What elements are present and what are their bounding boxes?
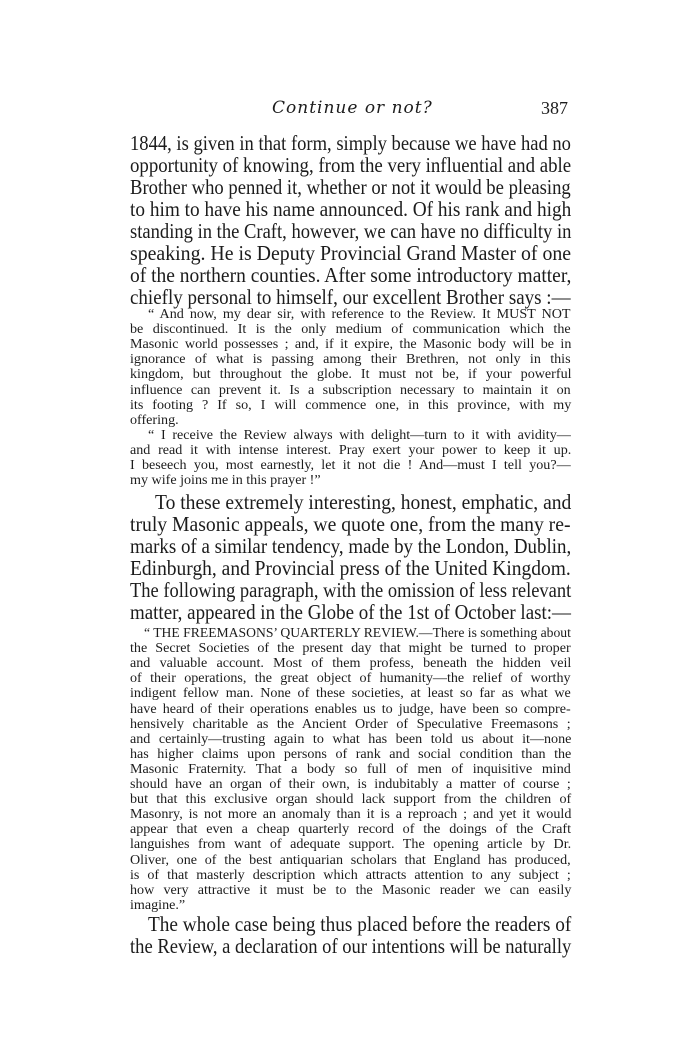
text-line: matter, appeared in the Globe of the 1st of October last:— bbox=[130, 602, 571, 624]
text-line: and valuable account. Most of them profess, beneath the hidden veil bbox=[130, 655, 572, 672]
text-line: and certainly—trusting again to what has been told us about it—none bbox=[130, 730, 572, 747]
text-line: 1844, is given in that form, simply because we have had no bbox=[130, 133, 571, 155]
text-line: “ And now, my dear sir, with reference to the Review. It MUST NOT bbox=[148, 306, 571, 322]
text-line: have heard of their operations enables us to judge, have been so compre- bbox=[130, 700, 571, 717]
text-line: be discontinued. It is the only medium of communication which the bbox=[130, 321, 571, 338]
text-line: offering. bbox=[130, 411, 179, 428]
text-line: its footing ? If so, I will commence one, in this province, with my bbox=[130, 396, 572, 413]
text-line: is of that masterly description which attracts attention to any subject ; bbox=[130, 866, 571, 883]
text-line: opportunity of knowing, from the very influential and able bbox=[130, 155, 572, 177]
text-line: Brother who penned it, whether or not it would be pleasing bbox=[130, 177, 571, 199]
text-line: “ THE FREEMASONS’ QUARTERLY REVIEW.—There is something about bbox=[144, 625, 571, 641]
text-line: has higher claims upon persons of rank and social condition than the bbox=[130, 745, 572, 762]
text-line: how very attractive it must be to the Masonic reader we can easily bbox=[130, 881, 572, 898]
text-line: appear that even a cheap quarterly record of the doings of the Craft bbox=[130, 821, 572, 838]
text-line: ignorance of what is passing among their Brethren, not only in this bbox=[130, 351, 571, 368]
text-line: marks of a similar tendency, made by the London, Dublin, bbox=[130, 536, 572, 558]
text-line: imagine.” bbox=[130, 896, 186, 913]
text-line: should have an organ of their own, is indubitably a matter of course ; bbox=[130, 776, 571, 792]
text-line: I beseech you, most earnestly, let it not die ! And—must I tell you?— bbox=[130, 457, 571, 473]
text-line: of their operations, the great object of humanity—the relief of worthy bbox=[130, 670, 571, 687]
text-line: indigent fellow man. None of these societies, at least so far as what we bbox=[130, 685, 571, 702]
page-header bbox=[0, 98, 678, 122]
text-line: Oliver, one of the best antiquarian scholars that England has produced, bbox=[130, 851, 571, 868]
text-line: To these extremely interesting, honest, emphatic, and bbox=[155, 492, 572, 514]
text-line: truly Masonic appeals, we quote one, from the many re- bbox=[130, 514, 571, 536]
text-line: but that this exclusive organ should lack support from the children of bbox=[130, 791, 572, 808]
text-line: the Review, a declaration of our intentions will be naturally bbox=[130, 936, 572, 958]
running-title: Continue or not? bbox=[272, 98, 433, 118]
text-line: The whole case being thus placed before the readers of bbox=[148, 914, 572, 936]
text-line: to him to have his name announced. Of his rank and high bbox=[130, 199, 572, 221]
text-line: the Secret Societies of the present day that might be turned to proper bbox=[130, 640, 571, 657]
text-line: Edinburgh, and Provincial press of the United Kingdom. bbox=[130, 558, 571, 580]
text-line: standing in the Craft, however, we can have no difficulty in bbox=[130, 221, 572, 243]
page-number: 387 bbox=[541, 98, 568, 118]
text-line: speaking. He is Deputy Provincial Grand Master of one bbox=[130, 243, 572, 265]
text-line: The following paragraph, with the omission of less relevant bbox=[130, 580, 572, 602]
text-line: kingdom, but throughout the globe. It must not be, if your powerful bbox=[130, 366, 572, 383]
text-line: languishes from want of adequate support. The opening article by Dr. bbox=[130, 836, 572, 853]
text-line: Masonic Fraternity. That a body so full of men of inquisitive mind bbox=[130, 760, 571, 777]
text-line: Masonry, is not more an anomaly than it is a reproach ; and yet it would bbox=[130, 806, 572, 823]
text-line: chiefly personal to himself, our excellent Brother says :— bbox=[130, 287, 571, 309]
text-line: hensively charitable as the Ancient Order of Speculative Freemasons ; bbox=[130, 715, 571, 732]
text-line: and read it with intense interest. Pray exert your power to keep it up. bbox=[130, 441, 572, 458]
text-line: my wife joins me in this prayer !” bbox=[130, 472, 321, 489]
text-line: of the northern counties. After some introductory matter, bbox=[130, 265, 572, 287]
text-line: Masonic world possesses ; and, if it expire, the Masonic body will be in bbox=[130, 336, 572, 353]
text-line: “ I receive the Review always with delight—turn to it with avidity— bbox=[148, 426, 571, 443]
text-line: influence can prevent it. Is a subscription necessary to maintain it on bbox=[130, 381, 571, 398]
